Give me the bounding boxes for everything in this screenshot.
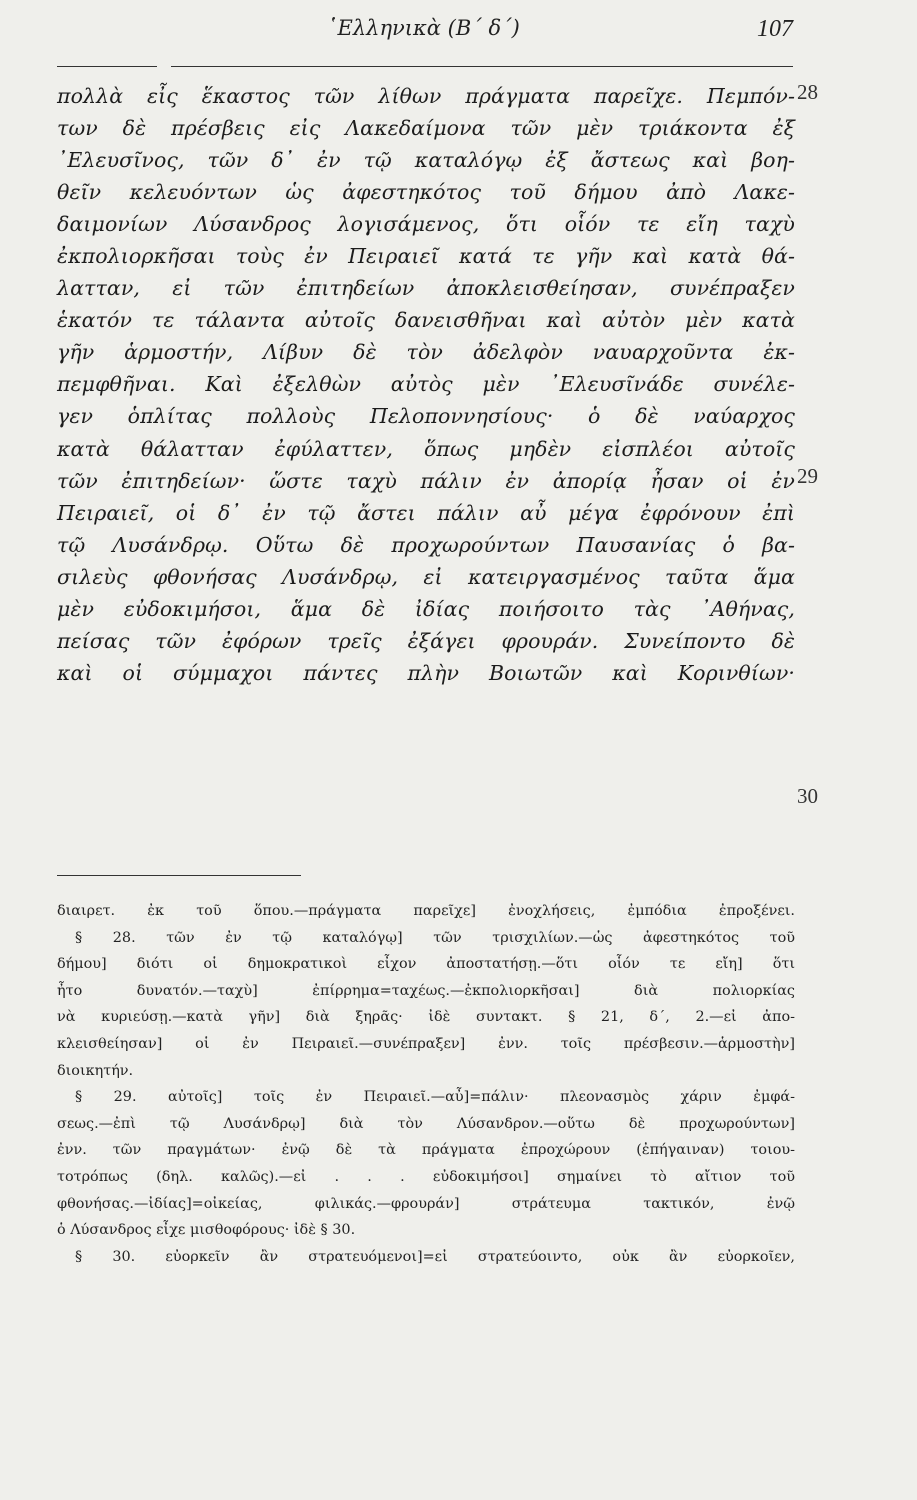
header-title: ῾Ελληνικὰ (Β΄ δ΄) <box>327 16 520 40</box>
text-line: ἑκατόν τε τάλαντα αὐτοῖς δανεισθῆναι καὶ αὐτὸν μὲν κατὰ <box>57 308 795 333</box>
running-header <box>57 14 795 54</box>
note-line: κλεισθείησαν] οἱ ἐν Πειραιεῖ.—συνέπραξεν] ἐνν. τοῖς πρέσβεσιν.—ἁρμοστὴν] <box>57 1035 795 1052</box>
text-line: πολλὰ εἶς ἕκαστος τῶν λίθων πράγματα παρεῖχε. Πεμπόν- <box>57 84 795 108</box>
header-rule-left <box>57 66 157 67</box>
note-line: ἐνν. τῶν πραγμάτων· ἐνῷ δὲ τὰ πράγματα ἐπροχώρουν (ἐπήγαιναν) τοιου- <box>57 1142 795 1159</box>
note-line: § 29. αὐτοῖς] τοῖς ἐν Πειραιεῖ.—αὖ]=πάλιν· πλεονασμὸς χάριν ἐμφά- <box>75 1089 795 1106</box>
commentary-notes <box>57 898 795 1270</box>
text-line: θεῖν κελευόντων ὡς ἀφεστηκότος τοῦ δήμου ἀπὸ Λακε- <box>57 180 795 205</box>
text-line: πείσας τῶν ἐφόρων τρεῖς ἐξάγει φρουράν. Συνείποντο δὲ <box>57 628 795 653</box>
text-line: τῶν ἐπιτηδείων· ὥστε ταχὺ πάλιν ἐν ἀπορίᾳ ἦσαν οἱ ἐν <box>57 468 795 493</box>
text-line: λατταν, εἰ τῶν ἐπιτηδείων ἀποκλεισθείησαν, συνέπραξεν <box>57 276 795 301</box>
text-line: γεν ὁπλίτας πολλοὺς Πελοποννησίους· ὁ δὲ ναύαρχος <box>57 404 795 429</box>
section-marker-28: 28 <box>797 80 818 104</box>
note-line: σεως.—ἐπὶ τῷ Λυσάνδρῳ] διὰ τὸν Λύσανδρον.—οὕτω δὲ προχωρούντων] <box>57 1115 795 1132</box>
text-line: μὲν εὐδοκιμήσοι, ἅμα δὲ ἰδίας ποιήσοιτο τὰς ᾿Αθήνας, <box>57 596 795 621</box>
section-marker-29: 29 <box>797 464 818 488</box>
note-line: ὁ Λύσανδρος εἶχε μισθοφόρους· ἰδὲ § 30. <box>57 1222 356 1239</box>
page-number: 107 <box>757 16 793 42</box>
note-line: διαιρετ. ἐκ τοῦ ὅπου.—πράγματα παρεῖχε] ἐνοχλήσεις, ἐμπόδια ἐπροξένει. <box>57 903 795 919</box>
text-line: καὶ οἱ σύμμαχοι πάντες πλὴν Βοιωτῶν καὶ Κορινθίων· <box>57 660 795 685</box>
text-line: γῆν ἁρμοστήν, Λίβυν δὲ τὸν ἀδελφὸν ναυαρχοῦντα ἐκ- <box>57 340 795 365</box>
text-line: των δὲ πρέσβεις εἰς Λακεδαίμονα τῶν μὲν τριάκοντα ἐξ <box>57 116 795 141</box>
text-line: δαιμονίων Λύσανδρος λογισάμενος, ὅτι οἷόν τε εἴη ταχὺ <box>57 212 795 237</box>
note-line: φθονήσας.—ἰδίας]=οἰκείας, φιλικάς.—φρουράν] στράτευμα τακτικόν, ἐνῷ <box>57 1195 795 1212</box>
text-line: ᾿Ελευσῖνος, τῶν δ᾿ ἐν τῷ καταλόγῳ ἐξ ἄστεως καὶ βοη- <box>57 148 795 173</box>
note-line: νὰ κυριεύσῃ.—κατὰ γῆν] διὰ ξηρᾶς· ἰδὲ συντακτ. § 21, δ΄, 2.—εἰ ἀπο- <box>57 1009 795 1026</box>
section-marker-30: 30 <box>797 784 818 808</box>
note-line: τοτρόπως (δηλ. καλῶς).—εἰ . . . εὐδοκιμήσοι] σημαίνει τὸ αἴτιον τοῦ <box>57 1168 795 1185</box>
footnote-rule <box>57 875 301 876</box>
text-line: πεμφθῆναι. Καὶ ἐξελθὼν αὐτὸς μὲν ᾿Ελευσῖνάδε συνέλε- <box>57 372 795 397</box>
text-line: ἐκπολιορκῆσαι τοὺς ἐν Πειραιεῖ κατά τε γῆν καὶ κατὰ θά- <box>57 244 795 269</box>
text-line: σιλεὺς φθονήσας Λυσάνδρῳ, εἰ κατειργασμένος ταῦτα ἅμα <box>57 564 795 589</box>
note-line: δήμου] διότι οἱ δημοκρατικοὶ εἶχον ἀποστατήσῃ.—ὅτι οἷόν τε εἴη] ὅτι <box>57 956 795 973</box>
text-line: τῷ Λυσάνδρῳ. Οὕτω δὲ προχωρούντων Παυσανίας ὁ βα- <box>57 532 795 557</box>
text-line: Πειραιεῖ, οἱ δ᾿ ἐν τῷ ἄστει πάλιν αὖ μέγα ἐφρόνουν ἐπὶ <box>57 500 795 525</box>
header-rule-right <box>171 66 793 67</box>
text-line: κατὰ θάλατταν ἐφύλαττεν, ὅπως μηδὲν εἰσπλέοι αὐτοῖς <box>57 436 795 461</box>
note-line: ἦτο δυνατόν.—ταχὺ] ἐπίρρημα=ταχέως.—ἐκπολιορκῆσαι] διὰ πολιορκίας <box>57 982 795 999</box>
note-line: § 28. τῶν ἐν τῷ καταλόγῳ] τῶν τρισχιλίων.—ὡς ἀφεστηκότος τοῦ <box>75 929 795 946</box>
main-text <box>57 80 795 689</box>
note-line: § 30. εὐορκεῖν ἂν στρατευόμενοι]=εἰ στρατεύοιντο, οὐκ ἂν εὐορκοῖεν, <box>75 1248 795 1265</box>
note-line: διοικητήν. <box>57 1062 134 1079</box>
